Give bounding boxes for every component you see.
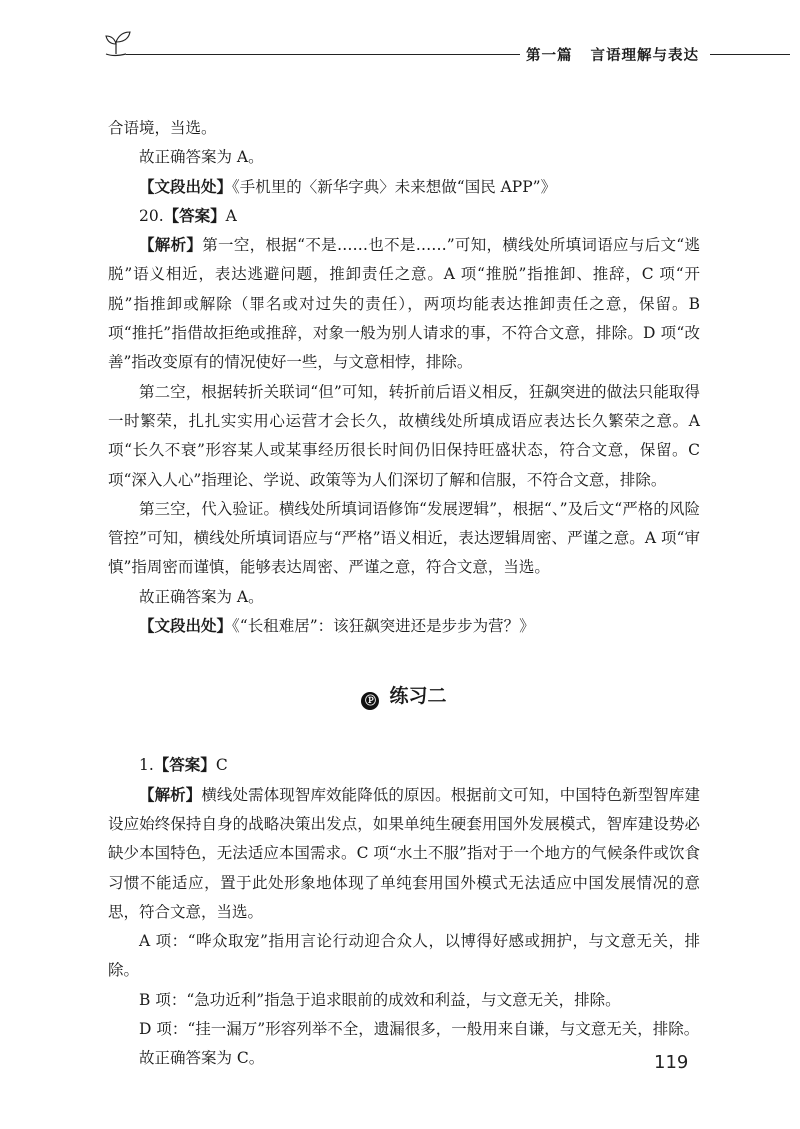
section-title: 练习二 [389, 685, 447, 708]
q20-analysis-3: 第三空，代入验证。横线处所填词语修饰“发展逻辑”，根据“、”及后文“严格的风险管控”可知，横线处所填词语应与“严格”语义相近，表达逻辑周密、严谨之意。A 项“审慎”指周密而谨慎，能够表达周密、严谨之意，符合文意，当选。 [108, 499, 700, 577]
source-title: 《手机里的〈新华字典〉未来想做“国民 APP”》 [232, 177, 557, 196]
answer-label: 【答案】 [153, 756, 216, 775]
analysis-text: 第一空，根据“不是……也不是……”可知，横线处所填词语应与后文“逃脱”语义相近，表达逃避问题，推卸责任之意。A 项“推脱”指推卸、推辞，C 项“开脱”指推卸或解除（罪名或对过失的责任），两项均能表达推卸责任之意，保留。B 项“推托”指借故拒绝或推辞，对象一般为别人请求的事，不符合文意，排除。D 项“改善”指改变原有的情况使好一些，与文意相悖，排除。 [108, 236, 700, 372]
analysis-label: 【解析】 [139, 785, 202, 804]
chapter-name: 言语理解与表达 [590, 48, 699, 64]
section-heading [108, 681, 700, 711]
q20-answer [108, 202, 700, 231]
source-label: 【文段出处】 [139, 617, 233, 636]
answer-value: C [215, 756, 228, 775]
answer-value: A [225, 206, 237, 225]
header-rule-right [710, 54, 790, 55]
question-number: 20. [139, 206, 164, 225]
q19-source [108, 173, 700, 202]
analysis-label: 【解析】 [139, 236, 203, 255]
q20-source [108, 612, 700, 641]
source-title: 《“长租难居”：该狂飙突进还是步步为营？》 [232, 617, 535, 636]
ex2-q1-answer [108, 751, 700, 780]
analysis-text: 横线处需体现智库效能降低的原因。根据前文可知，中国特色新型智库建设应始终保持自身的战略决策出发点，如果单纯生硬套用国外发展模式，智库建设势必缺少本国特色，无法适应本国需求。C 项“水土不服”指对于一个地方的气候条件或饮食习惯不能适应，置于此处形象地体现了单纯套用国外模式无法适应中国发展情况的意思，符合文意，当选。 [108, 785, 700, 921]
q19-tail: 合语境，当选。 [108, 119, 217, 137]
q20-analysis-1 [108, 231, 700, 377]
chapter-title [520, 44, 705, 65]
ex2-q1-conclusion: 故正确答案为 C。 [139, 1049, 265, 1068]
part-label: 第一篇 [526, 48, 573, 64]
ex2-q1-option-d: D 项：“挂一漏万”形容列举不全，遗漏很多，一般用来自谦，与文意无关，排除。 [139, 1020, 700, 1039]
ex2-q1-analysis [108, 781, 700, 927]
answer-label: 【答案】 [163, 206, 226, 225]
q20-conclusion: 故正确答案为 A。 [139, 587, 264, 606]
running-header [102, 24, 790, 64]
ex2-q1-option-a: A 项：“哗众取宠”指用言论行动迎合众人，以博得好感或拥护，与文意无关，排除。 [108, 932, 700, 980]
q19-conclusion: 故正确答案为 A。 [139, 148, 264, 167]
ex2-q1-option-b: B 项：“急功近利”指急于追求眼前的成效和利益，与文意无关，排除。 [139, 990, 621, 1009]
practice-badge-icon: Ⓟ [361, 692, 379, 710]
page-content [108, 114, 700, 1074]
q20-analysis-2: 第二空，根据转折关联词“但”可知，转折前后语义相反，狂飙突进的做法只能取得一时繁荣，扎扎实实用心运营才会长久，故横线处所填成语应表达长久繁荣之意。A 项“长久不衰”形容某人或某事经历很长时间仍旧保持旺盛状态，符合文意，保留。C 项“深入人心”指理论、学说、政策等为人们深切了解和信服，不符合文意，排除。 [108, 382, 700, 489]
source-label: 【文段出处】 [139, 177, 233, 196]
question-number: 1. [139, 756, 154, 775]
page-number: 119 [654, 1052, 689, 1073]
